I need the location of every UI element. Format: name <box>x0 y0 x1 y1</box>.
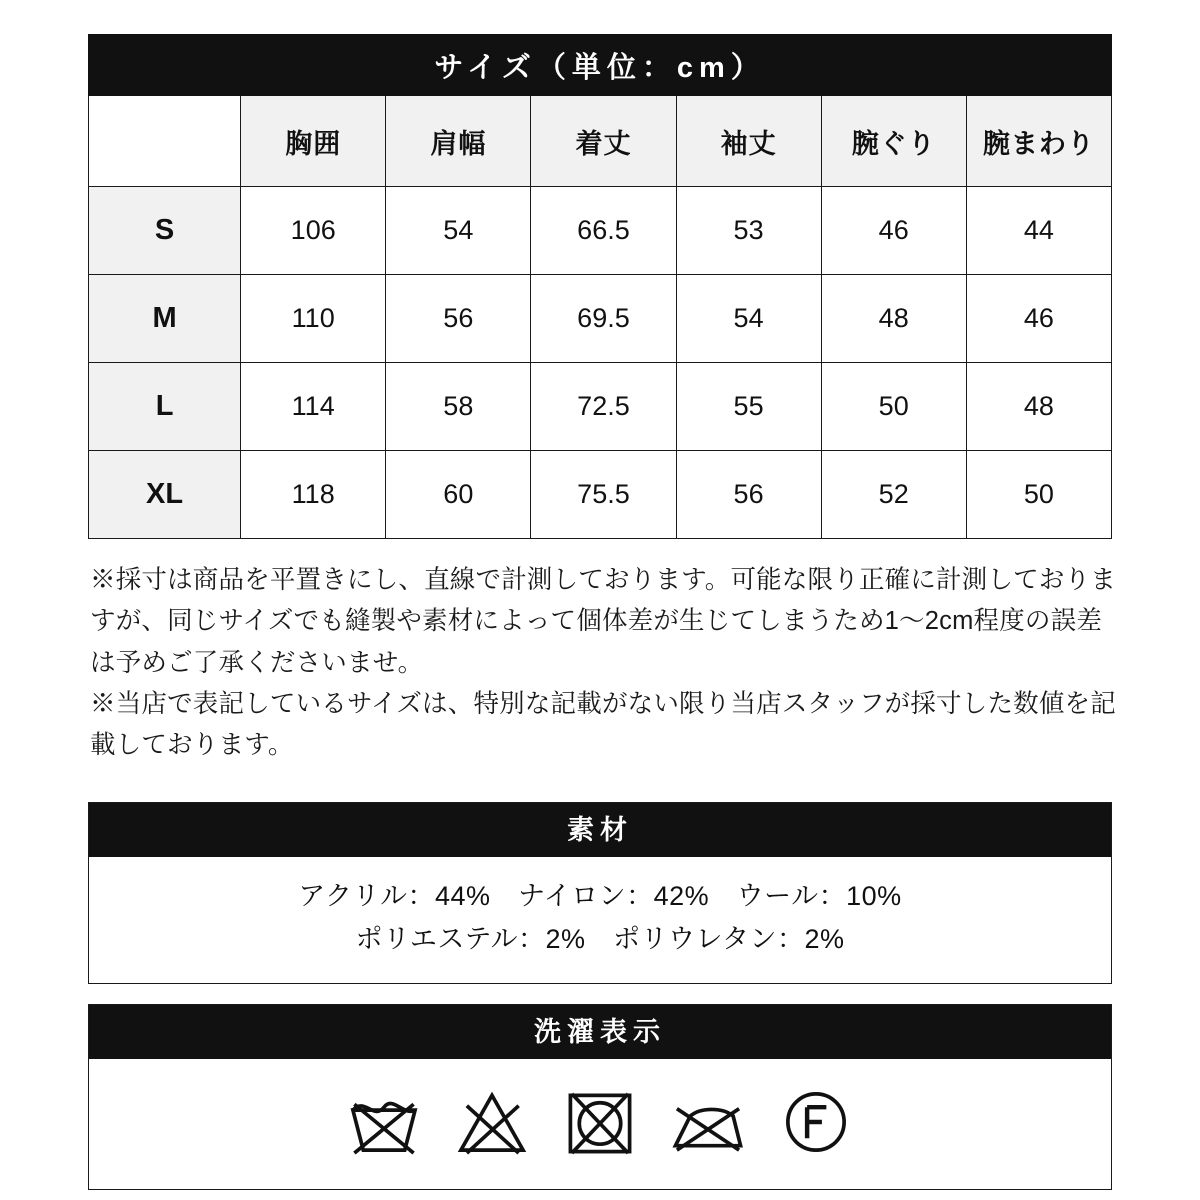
row-size-label: M <box>89 275 241 363</box>
cell-arm-around: 44 <box>966 187 1111 275</box>
washing-section-title: 洗濯表示 <box>89 1005 1111 1059</box>
column-header-bust: 胸囲 <box>241 96 386 187</box>
size-table-corner-cell <box>89 96 241 187</box>
cell-arm-around: 48 <box>966 363 1111 451</box>
row-size-label: L <box>89 363 241 451</box>
size-table-title: サイズ（単位：cm） <box>89 35 1112 96</box>
size-table-header-row <box>89 96 1112 187</box>
column-header-sleeve: 袖丈 <box>676 96 821 187</box>
cell-shoulder: 58 <box>386 363 531 451</box>
cell-sleeve: 55 <box>676 363 821 451</box>
cell-bust: 106 <box>241 187 386 275</box>
cell-bust: 118 <box>241 451 386 539</box>
washing-icons-row <box>89 1059 1111 1189</box>
row-size-label: XL <box>89 451 241 539</box>
row-size-label: S <box>89 187 241 275</box>
material-line-2: ポリエステル：2% ポリウレタン：2% <box>355 924 845 955</box>
size-table-title-row <box>89 35 1112 96</box>
table-row <box>89 275 1112 363</box>
cell-arm-around: 50 <box>966 451 1111 539</box>
no-bleach-icon <box>455 1085 529 1159</box>
material-line-1: アクリル：44% ナイロン：42% ウール：10% <box>298 881 902 911</box>
cell-armhole: 52 <box>821 451 966 539</box>
washing-section <box>88 1004 1112 1190</box>
column-header-shoulder: 肩幅 <box>386 96 531 187</box>
no-machine-wash-icon <box>347 1085 421 1159</box>
cell-armhole: 48 <box>821 275 966 363</box>
cell-armhole: 46 <box>821 187 966 275</box>
cell-armhole: 50 <box>821 363 966 451</box>
cell-length: 75.5 <box>531 451 676 539</box>
cell-sleeve: 56 <box>676 451 821 539</box>
note-line-2: ※当店で表記しているサイズは、特別な記載がない限り当店スタッフが採寸した数値を記載しております。 <box>90 689 1116 760</box>
cell-length: 72.5 <box>531 363 676 451</box>
measurement-notes <box>90 560 1120 766</box>
no-tumble-dry-icon <box>563 1085 637 1159</box>
size-table-container <box>88 34 1112 539</box>
cell-arm-around: 46 <box>966 275 1111 363</box>
dry-clean-f-icon <box>779 1085 853 1159</box>
column-header-armhole: 腕ぐり <box>821 96 966 187</box>
table-row <box>89 363 1112 451</box>
cell-length: 69.5 <box>531 275 676 363</box>
material-section-title: 素材 <box>89 803 1111 857</box>
table-row <box>89 187 1112 275</box>
cell-bust: 114 <box>241 363 386 451</box>
cell-shoulder: 60 <box>386 451 531 539</box>
material-section-body <box>89 857 1111 983</box>
column-header-arm-around: 腕まわり <box>966 96 1111 187</box>
material-section <box>88 802 1112 984</box>
cell-length: 66.5 <box>531 187 676 275</box>
note-line-1: ※採寸は商品を平置きにし、直線で計測しております。可能な限り正確に計測しておりますが、同じサイズでも縫製や素材によって個体差が生じてしまうため1〜2cm程度の誤差は予めご了承くださいませ。 <box>90 566 1116 677</box>
no-iron-icon <box>671 1085 745 1159</box>
cell-shoulder: 54 <box>386 187 531 275</box>
cell-sleeve: 53 <box>676 187 821 275</box>
column-header-length: 着丈 <box>531 96 676 187</box>
table-row <box>89 451 1112 539</box>
cell-sleeve: 54 <box>676 275 821 363</box>
cell-bust: 110 <box>241 275 386 363</box>
size-table <box>88 34 1112 539</box>
cell-shoulder: 56 <box>386 275 531 363</box>
